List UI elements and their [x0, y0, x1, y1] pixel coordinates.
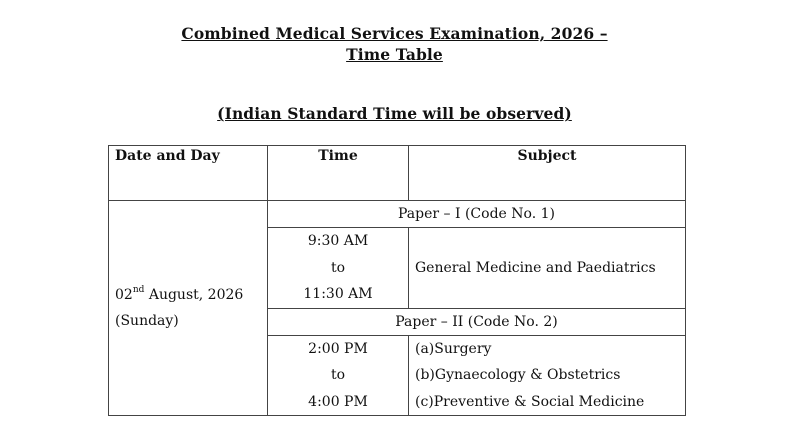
paper-1-time: [268, 228, 409, 309]
paper-2-to: to: [330, 367, 346, 383]
paper-1-to: to: [330, 259, 346, 276]
paper-2-end: 4:00 PM: [308, 393, 368, 410]
date-cell: [109, 201, 268, 416]
paper-2-subject-b: (b)Gynaecology & Obstetrics: [415, 367, 621, 383]
time-note: (Indian Standard Time will be observed): [217, 104, 572, 123]
document-subtitle: Time Table: [346, 45, 443, 64]
paper-2-time: [268, 335, 409, 416]
paper-2-title: Paper – II (Code No. 2): [268, 308, 686, 335]
paper-1-subject-1: General Medicine and Paediatrics: [415, 259, 656, 276]
paper-2-subject-a: (a)Surgery: [415, 340, 492, 357]
paper-1-title-row: [109, 201, 686, 228]
paper-2-subject-c: (c)Preventive & Social Medicine: [415, 393, 645, 410]
paper-1-start: 9:30 AM: [307, 233, 369, 249]
exam-date: 02nd August, 2026: [115, 284, 244, 303]
paper-1-title: Paper – I (Code No. 1): [268, 201, 686, 228]
column-header-subject: Subject: [409, 146, 686, 201]
paper-1-subject: [409, 228, 686, 309]
time-table: [108, 145, 686, 416]
document-title: Combined Medical Services Examination, 2026 –: [181, 24, 608, 43]
paper-2-start: 2:00 PM: [308, 340, 368, 357]
exam-weekday: (Sunday): [115, 313, 179, 329]
table-header-row: [109, 146, 686, 201]
column-header-time: Time: [268, 146, 409, 201]
paper-1-end: 11:30 AM: [303, 286, 373, 302]
paper-2-subjects: [409, 335, 686, 416]
column-header-date: Date and Day: [109, 146, 268, 201]
